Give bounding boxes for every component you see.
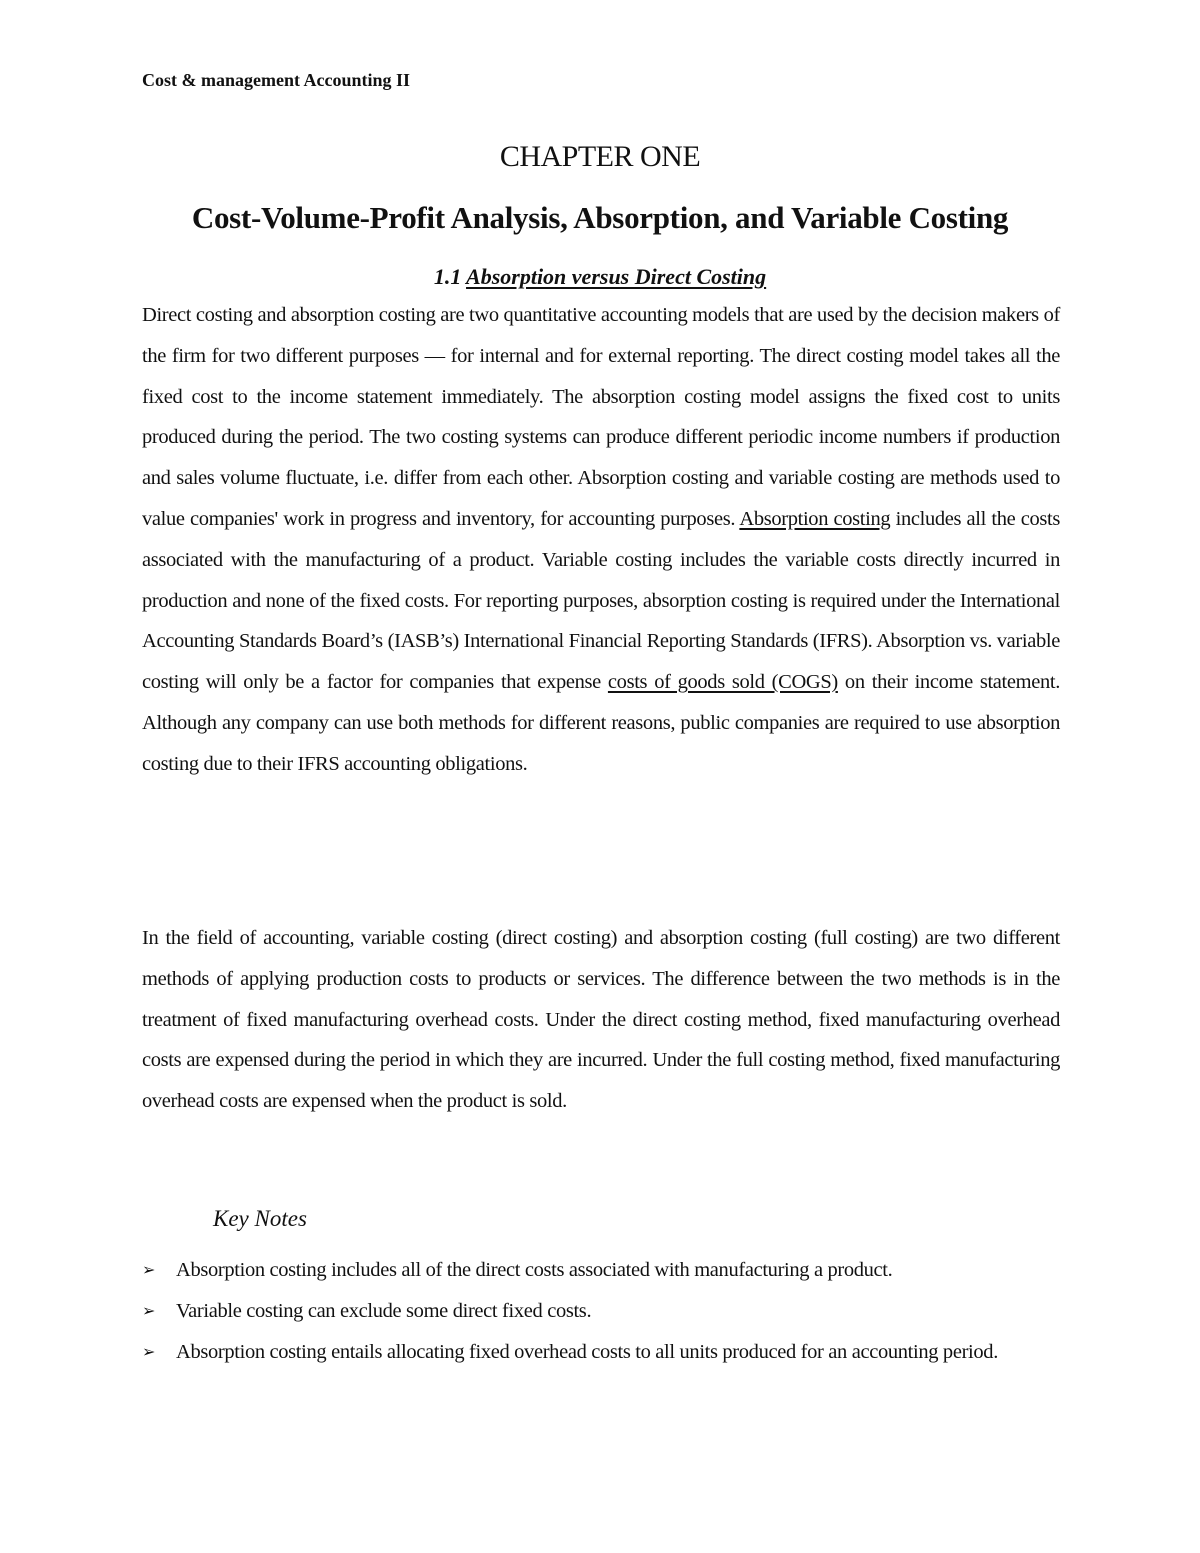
running-header: Cost & management Accounting II — [142, 70, 410, 90]
section-title: Absorption versus Direct Costing — [466, 264, 767, 289]
chapter-title: CHAPTER ONE — [499, 140, 701, 173]
arrow-bullet-icon: ➢ — [142, 1341, 156, 1361]
paragraph-intro — [142, 295, 1060, 785]
key-note-text: Absorption costing includes all of the direct costs associated with manufacturing a product. — [176, 1259, 893, 1281]
key-note-text: Absorption costing entails allocating fixed overhead costs to all units produced for an accounting period. — [176, 1340, 998, 1363]
cogs-link[interactable]: costs of goods sold (COGS) — [607, 671, 838, 694]
section-number: 1.1 — [433, 264, 462, 289]
paragraph-methods: In the field of accounting, variable costing (direct costing) and absorption costing (full costing) are two different methods of applying production costs to products or services. The difference between the two methods is in the treatment of fixed manufacturing overhead costs. Under the direct costing method, fixed manufacturing overhead costs are expensed during the period in which they are incurred. Under the full costing method, fixed manufacturing overhead costs are expensed when the product is sold. — [142, 927, 1060, 1113]
arrow-bullet-icon: ➢ — [142, 1300, 156, 1320]
section-heading — [0, 264, 1200, 290]
key-notes-list — [142, 1250, 1060, 1372]
key-note-text: Variable costing can exclude some direct fixed costs. — [176, 1299, 592, 1322]
arrow-bullet-icon: ➢ — [142, 1260, 156, 1279]
key-note-item — [142, 1291, 1060, 1332]
chapter-subtitle: Cost-Volume-Profit Analysis, Absorption, and Variable Costing — [191, 200, 1009, 235]
paragraph-intro-text-1: Direct costing and absorption costing are two quantitative accounting models that are used by the decision makers of the firm for two different purposes — for internal and for external reporting. The direct costing model takes all the fixed cost to the income statement immediately. The absorption costing model assigns the fixed cost to units produced during the period. The two costing systems can produce different periodic income numbers if production and sales volume fluctuate, i.e. differ from each other. Absorption costing and variable costing are methods used to value companies' work in progress and inventory, for accounting purposes. — [142, 304, 1060, 530]
key-notes-heading: Key Notes — [213, 1206, 307, 1231]
key-note-item — [142, 1332, 1060, 1373]
absorption-costing-link[interactable]: Absorption costing — [739, 507, 891, 530]
key-note-item — [142, 1250, 1060, 1291]
paragraph-intro-text-3: on their income statement. Although any company can use both methods for different reasons, public companies are required to use absorption costing due to their IFRS accounting obligations. — [142, 671, 1061, 775]
paragraph-intro-text-2: includes all the costs associated with the manufacturing of a product. Variable costing includes the variable costs directly incurred in production and none of the fixed costs. For reporting purposes, absorption costing is required under the International Accounting Standards Board’s (IASB’s) International Financial Reporting Standards (IFRS). Absorption vs. variable costing will only be a factor for companies that expense — [142, 507, 1060, 694]
